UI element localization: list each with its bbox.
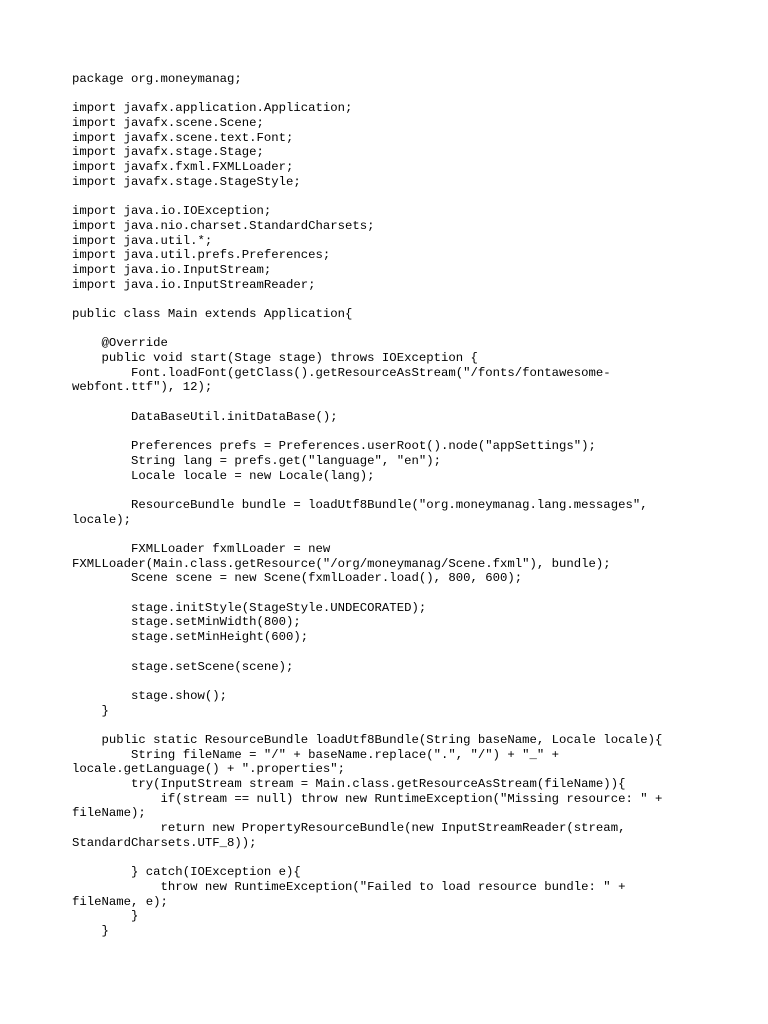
code-line: import javafx.scene.text.Font;	[72, 130, 294, 145]
code-line: FXMLLoader(Main.class.getResource("/org/moneymanag/Scene.fxml"), bundle);	[72, 556, 611, 571]
code-line: Font.loadFont(getClass().getResourceAsStream("/fonts/fontawesome-	[72, 365, 611, 380]
code-line	[72, 190, 692, 205]
code-line: import java.io.InputStreamReader;	[72, 277, 316, 292]
code-line: String lang = prefs.get("language", "en");	[72, 453, 441, 468]
code-line	[72, 527, 692, 542]
code-line	[72, 395, 692, 410]
code-line: FXMLLoader fxmlLoader = new	[72, 542, 331, 556]
code-line	[72, 425, 692, 440]
code-line: return new PropertyResourceBundle(new InputStreamReader(stream,	[72, 821, 626, 836]
code-line: webfont.ttf"), 12);	[72, 380, 213, 395]
code-line	[72, 850, 692, 865]
code-document	[72, 72, 692, 939]
code-line: ResourceBundle bundle = loadUtf8Bundle("org.moneymanag.lang.messages",	[72, 497, 648, 512]
code-line: fileName, e);	[72, 894, 168, 909]
code-line: stage.setMinWidth(800);	[72, 615, 301, 630]
code-line: throw new RuntimeException("Failed to load resource bundle: " +	[72, 879, 626, 894]
code-line: public class Main extends Application{	[72, 307, 353, 321]
code-line: StandardCharsets.UTF_8));	[72, 835, 257, 850]
code-line: import java.nio.charset.StandardCharsets;	[72, 218, 375, 233]
code-line: Preferences prefs = Preferences.userRoot().node("appSettings");	[72, 439, 596, 454]
code-line: }	[72, 703, 109, 718]
code-line	[72, 292, 692, 307]
code-line: stage.setScene(scene);	[72, 659, 294, 674]
code-line: locale);	[72, 512, 132, 527]
code-line	[72, 87, 692, 102]
code-line: String fileName = "/" + baseName.replace(".", "/") + "_" +	[72, 747, 560, 762]
code-line: } catch(IOException e){	[72, 865, 301, 880]
code-line: }	[72, 909, 139, 924]
code-line: import javafx.stage.StageStyle;	[72, 174, 301, 189]
code-line: Locale locale = new Locale(lang);	[72, 468, 375, 483]
code-line: try(InputStream stream = Main.class.getResourceAsStream(fileName)){	[72, 777, 626, 791]
code-line: import javafx.fxml.FXMLLoader;	[72, 160, 294, 175]
code-line: Scene scene = new Scene(fxmlLoader.load(), 800, 600);	[72, 571, 523, 586]
code-line	[72, 586, 692, 601]
code-line: import java.util.*;	[72, 233, 213, 248]
code-line	[72, 674, 692, 689]
code-line: import javafx.application.Application;	[72, 101, 353, 116]
code-line: stage.show();	[72, 688, 227, 703]
code-line: if(stream == null) throw new RuntimeException("Missing resource: " +	[72, 791, 663, 806]
code-line	[72, 718, 692, 733]
code-line: import java.util.prefs.Preferences;	[72, 248, 331, 263]
code-line: @Override	[72, 336, 168, 351]
code-line: public void start(Stage stage) throws IOException {	[72, 351, 478, 366]
code-line: DataBaseUtil.initDataBase();	[72, 409, 338, 424]
code-line: }	[72, 923, 109, 938]
code-line: fileName);	[72, 806, 146, 821]
code-line	[72, 322, 692, 337]
code-line: stage.initStyle(StageStyle.UNDECORATED);	[72, 600, 427, 615]
code-line	[72, 483, 692, 498]
code-line: public static ResourceBundle loadUtf8Bundle(String baseName, Locale locale){	[72, 732, 663, 747]
code-line: package org.moneymanag;	[72, 72, 242, 86]
code-line: import java.io.IOException;	[72, 204, 272, 219]
code-line: import javafx.stage.Stage;	[72, 145, 264, 160]
code-line: locale.getLanguage() + ".properties";	[72, 762, 346, 777]
code-line: stage.setMinHeight(600);	[72, 630, 309, 645]
code-line: import javafx.scene.Scene;	[72, 116, 264, 131]
code-line: import java.io.InputStream;	[72, 262, 272, 277]
code-line	[72, 645, 692, 660]
